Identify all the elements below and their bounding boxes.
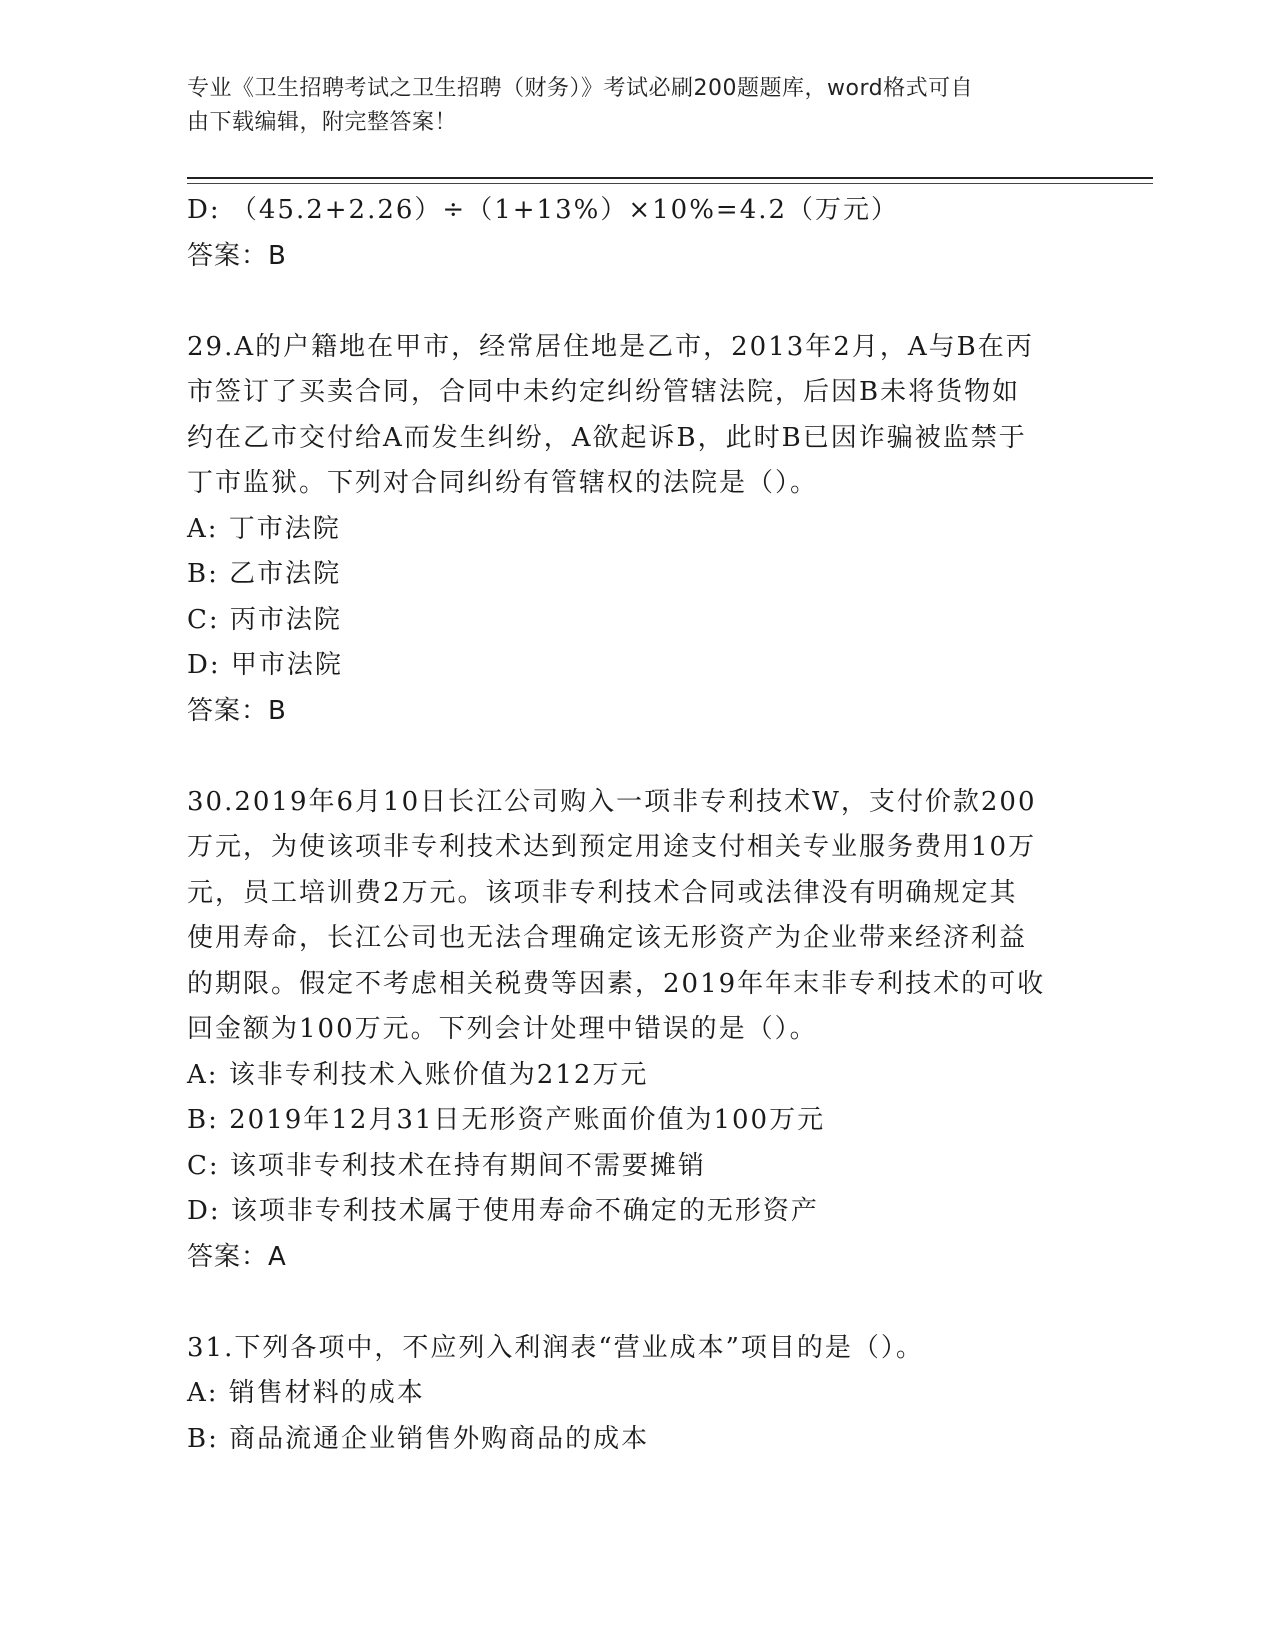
question-text-line: 使用寿命，长江公司也无法合理确定该无形资产为企业带来经济利益 bbox=[187, 923, 1028, 953]
spacer bbox=[187, 279, 1087, 325]
question-30 bbox=[187, 780, 1087, 1281]
prev-question-tail bbox=[187, 188, 1087, 279]
question-text-line: 31.下列各项中，不应列入利润表“营业成本”项目的是（）。 bbox=[187, 1332, 924, 1363]
option-d: D: 该项非专利技术属于使用寿命不确定的无形资产 bbox=[187, 1196, 819, 1226]
header-rule-thick bbox=[187, 177, 1153, 179]
header-rule-thin bbox=[187, 183, 1153, 184]
question-text-line: 丁市监狱。下列对合同纠纷有管辖权的法院是（）。 bbox=[187, 468, 819, 498]
option-b: B: 乙市法院 bbox=[187, 559, 342, 589]
answer: 答案：A bbox=[187, 1241, 287, 1272]
question-text-line: 的期限。假定不考虑相关税费等因素，2019年年末非专利技术的可收 bbox=[187, 968, 1046, 999]
header-line-2: 由下载编辑，附完整答案！ bbox=[187, 110, 458, 135]
option-a: A: 该非专利技术入账价值为212万元 bbox=[187, 1059, 649, 1090]
question-text-line: 约在乙市交付给A而发生纠纷，A欲起诉B，此时B已因诈骗被监禁于 bbox=[187, 422, 1027, 453]
spacer bbox=[187, 1280, 1087, 1326]
question-text-line: 元，员工培训费2万元。该项非专利技术合同或法律没有明确规定其 bbox=[187, 877, 1018, 908]
header-line-1: 专业《卫生招聘考试之卫生招聘（财务）》考试必刷200题题库，word格式可自 bbox=[187, 76, 974, 101]
option-b: B: 2019年12月31日无形资产账面价值为100万元 bbox=[187, 1105, 826, 1135]
question-text-line: 29.A的户籍地在甲市，经常居住地是乙市，2013年2月，A与B在丙 bbox=[187, 331, 1034, 362]
document-header bbox=[187, 72, 1077, 140]
question-29 bbox=[187, 325, 1087, 735]
option-b: B: 商品流通企业销售外购商品的成本 bbox=[187, 1423, 650, 1454]
spacer bbox=[187, 734, 1087, 780]
option-d: D: 甲市法院 bbox=[187, 650, 343, 680]
question-31 bbox=[187, 1326, 1087, 1463]
answer: 答案：B bbox=[187, 240, 287, 271]
option-c: C: 丙市法院 bbox=[187, 604, 342, 635]
answer: 答案：B bbox=[187, 695, 287, 726]
question-text-line: 回金额为100万元。下列会计处理中错误的是（）。 bbox=[187, 1014, 818, 1044]
document-body bbox=[187, 188, 1087, 1462]
option-a: A: 丁市法院 bbox=[187, 513, 341, 544]
question-text-line: 市签订了买卖合同，合同中未约定纠纷管辖法院，后因B未将货物如 bbox=[187, 377, 1021, 407]
question-text-line: 万元，为使该项非专利技术达到预定用途支付相关专业服务费用10万 bbox=[187, 832, 1037, 862]
option-c: C: 该项非专利技术在持有期间不需要摊销 bbox=[187, 1150, 706, 1181]
question-text-line: 30.2019年6月10日长江公司购入一项非专利技术W，支付价款200 bbox=[187, 786, 1037, 817]
option-a: A: 销售材料的成本 bbox=[187, 1378, 425, 1408]
option-d: D: （45.2+2.26）÷（1+13%）×10%=4.2（万元） bbox=[187, 195, 900, 225]
